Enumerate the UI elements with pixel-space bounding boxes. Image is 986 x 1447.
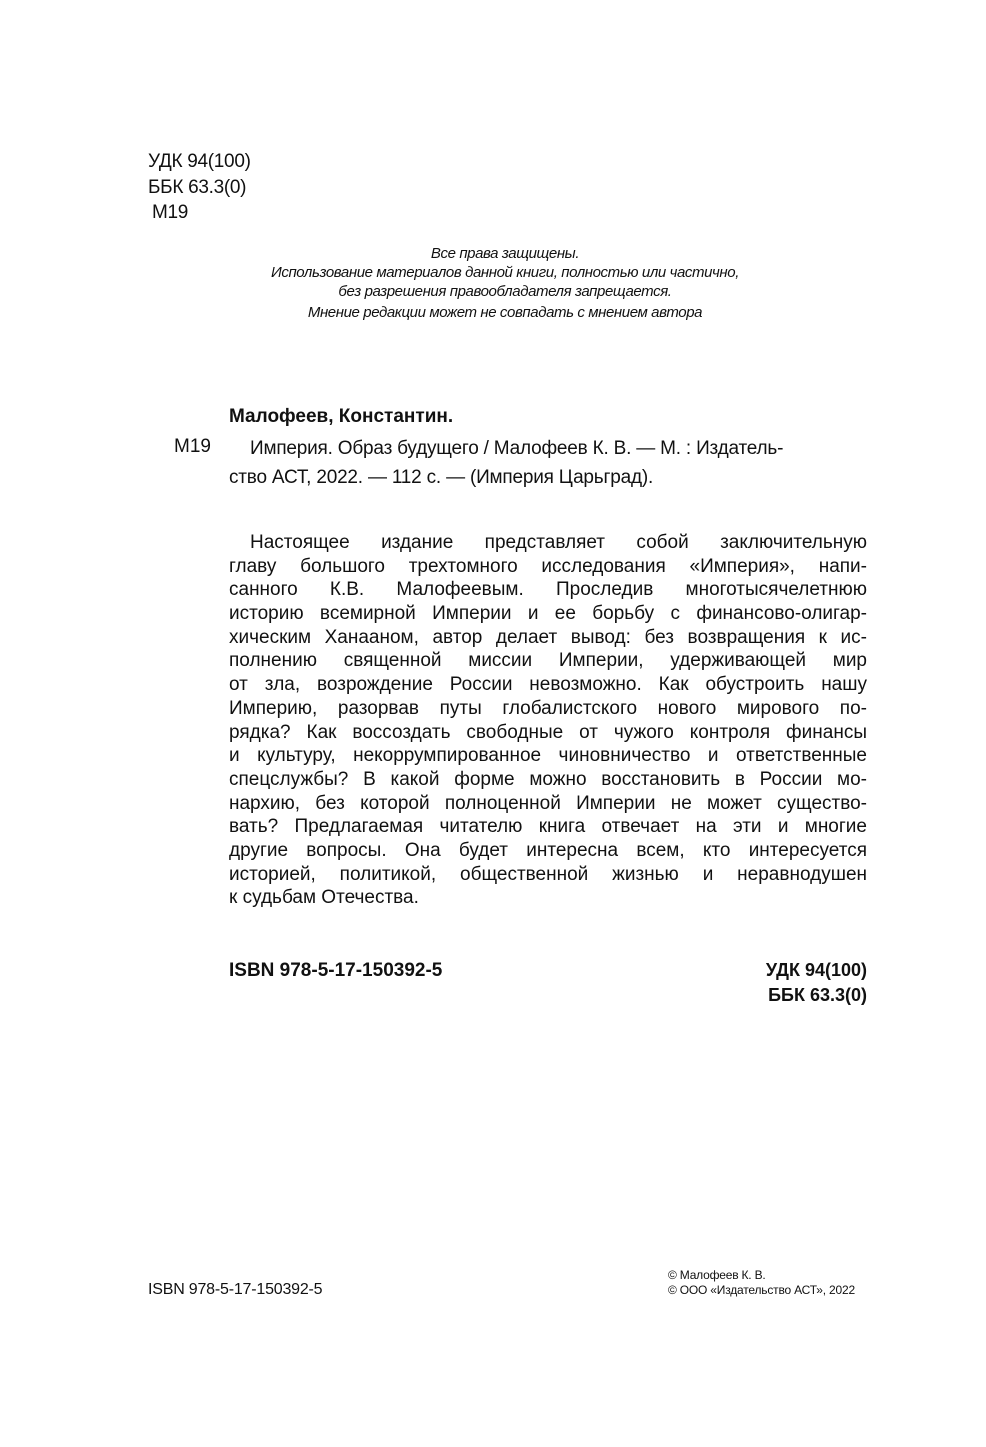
bibliography-line-2: ство АСТ, 2022. — 112 с. — (Империя Царьград). — [229, 467, 654, 488]
udk-bold: УДК 94(100) — [765, 960, 867, 980]
author-mark: М19 — [152, 202, 189, 223]
abstract-line: полнению священной миссии Империи, удерживающей мир — [229, 650, 867, 672]
bibliography-mark: М19 — [174, 436, 211, 457]
rights-line-1: Все права защищены. — [430, 245, 580, 262]
isbn-bold: ISBN 978-5-17-150392-5 — [229, 960, 443, 981]
abstract-line: к судьбам Отечества. — [229, 887, 419, 909]
bbk-code: ББК 63.3(0) — [148, 177, 247, 198]
bibliography-line-1: Империя. Образ будущего / Малофеев К. В. — М. : Издатель- — [250, 438, 784, 459]
abstract-line: санного К.В. Малофеевым. Проследив многотысячелетнюю — [229, 579, 867, 601]
abstract-line: другие вопросы. Она будет интересна всем, кто интересуется — [229, 839, 867, 861]
abstract-line: и культуру, некоррумпированное чиновничество и ответственные — [229, 745, 867, 767]
udk-code: УДК 94(100) — [148, 151, 251, 172]
abstract-line: от зла, возрождение России невозможно. Как обустроить нашу — [229, 674, 867, 696]
imprint-isbn: ISBN 978-5-17-150392-5 — [148, 1281, 323, 1298]
editorial-disclaimer: Мнение редакции может не совпадать с мнением автора — [307, 304, 703, 321]
copyright-publisher: © ООО «Издательство АСТ», 2022 — [668, 1283, 855, 1297]
abstract-line: вать? Предлагаемая читателю книга отвечает на эти и многие — [229, 816, 867, 838]
abstract-line: рядка? Как воссоздать свободные от чужого контроля финансы — [229, 721, 867, 743]
abstract-line: историей, политикой, общественной жизнью и неравнодушен — [229, 863, 867, 885]
bbk-bold: ББК 63.3(0) — [768, 985, 867, 1005]
abstract-line: Империю, разорвав путы глобалистского нового мирового по- — [229, 697, 867, 719]
rights-line-2: Использование материалов данной книги, полностью или частично, — [271, 264, 739, 281]
author-heading: Малофеев, Константин. — [229, 406, 454, 427]
abstract-line: нархию, без которой полноценной Империи не может существо- — [229, 792, 867, 814]
rights-line-3: без разрешения правообладателя запрещается. — [338, 283, 672, 300]
copyright-author: © Малофеев К. В. — [668, 1268, 766, 1282]
abstract — [229, 531, 867, 910]
abstract-line: хическим Ханааном, автор делает вывод: без возвращения к ис- — [229, 626, 867, 648]
abstract-line: Настоящее издание представляет собой заключительную — [250, 532, 867, 553]
abstract-line: спецслужбы? В какой форме можно восстановить в России мо- — [229, 768, 867, 790]
abstract-line: историю всемирной Империи и ее борьбу с финансово-олигар- — [229, 603, 867, 625]
abstract-line: главу большого трехтомного исследования «Империя», напи- — [229, 555, 867, 577]
